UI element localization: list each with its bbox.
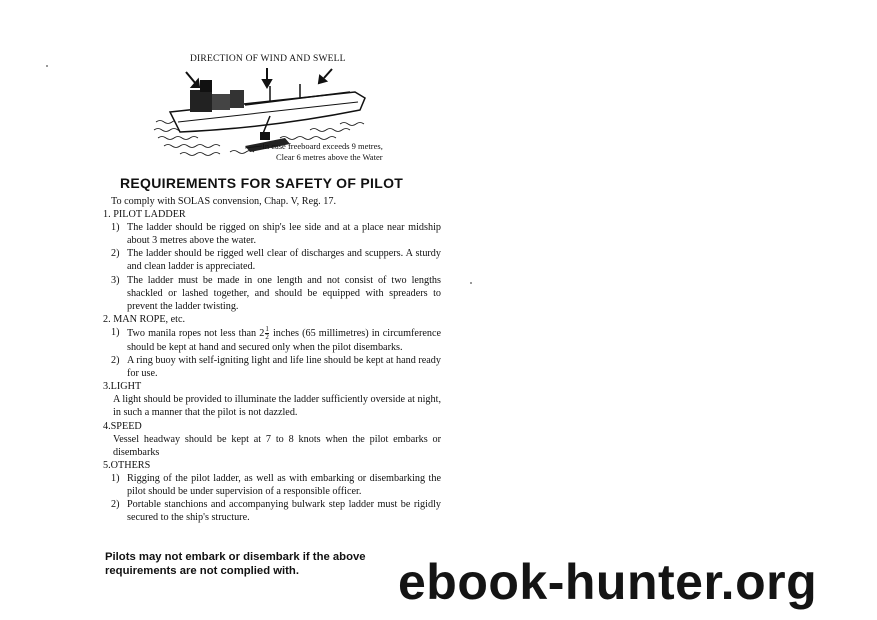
item-text: The ladder should be rigged on ship's lee side and at a place near midship about 3 metres above the water. <box>127 222 441 247</box>
section-heading: 5.OTHERS <box>103 459 151 471</box>
section-pilot-ladder <box>103 208 441 313</box>
footer-line1: Pilots may not embark or disembark if the above <box>105 551 366 563</box>
page-title: REQUIREMENTS FOR SAFETY OF PILOT <box>120 175 404 191</box>
section-heading: 1. PILOT LADDER <box>103 209 186 221</box>
item-text: Rigging of the pilot ladder, as well as with embarking or disembarking the pilot should be under supervision of a responsible officer. <box>127 472 441 497</box>
item-number: 1) <box>111 472 120 484</box>
scan-speck <box>46 65 48 67</box>
item-text <box>127 326 441 354</box>
fraction-denominator: 2 <box>265 332 269 341</box>
item-number: 1) <box>111 222 120 234</box>
item-number: 1) <box>111 326 120 338</box>
intro-text: To comply with SOLAS convension, Chap. V, Reg. 17. <box>111 196 337 207</box>
list-item <box>103 221 441 247</box>
list-item <box>103 354 441 380</box>
section-text: Vessel headway should be kept at 7 to 8 knots when the pilot embarks or disembarks <box>113 433 441 458</box>
item-text: The ladder should be rigged well clear of discharges and scuppers. A sturdy and clean ladder is appreciated. <box>127 248 441 273</box>
item-text: The ladder must be made in one length and not consist of two lengths shackled or lashed together, and should be equipped with spreaders to prevent the ladder twisting. <box>127 274 441 312</box>
item-number: 2) <box>111 248 120 260</box>
section-light <box>103 380 441 419</box>
item-number: 3) <box>111 274 120 286</box>
footer-line2: requirements are not complied with. <box>105 564 299 577</box>
section-others <box>103 459 441 524</box>
scan-speck <box>470 282 472 284</box>
requirements-body <box>103 195 441 524</box>
list-item <box>103 498 441 524</box>
freeboard-note-line2: Clear 6 metres above the Water <box>276 152 383 162</box>
section-man-rope <box>103 313 441 380</box>
list-item <box>103 326 441 354</box>
item-number: 2) <box>111 499 120 511</box>
fraction-numerator: 1 <box>265 324 269 333</box>
item-text-b: inches (65 millimetres) in circumference should be kept at hand and secured only when the pilot disembarks. <box>127 327 441 353</box>
section-heading: 3.LIGHT <box>103 381 142 393</box>
section-speed <box>103 420 441 459</box>
item-text: A ring buoy with self-igniting light and life line should be kept at hand ready for use. <box>127 355 441 380</box>
item-text: Portable stanchions and accompanying bulwark step ladder must be rigidly secured to the ship's structure. <box>127 499 441 524</box>
section-heading: 2. MAN ROPE, etc. <box>103 313 186 325</box>
freeboard-note-line1: In case freeboard exceeds 9 metres, <box>262 141 383 151</box>
fraction <box>265 326 269 341</box>
list-item <box>103 472 441 498</box>
item-number: 2) <box>111 355 120 367</box>
freeboard-note <box>262 141 383 163</box>
list-item <box>103 274 441 313</box>
section-text: A light should be provided to illuminate the ladder sufficiently overside at night, in such a manner that the pilot is not dazzled. <box>113 394 441 419</box>
section-heading: 4.SPEED <box>103 420 142 432</box>
list-item <box>103 247 441 273</box>
watermark: ebook-hunter.org <box>398 554 818 610</box>
wind-direction-caption: DIRECTION OF WIND AND SWELL <box>190 54 346 64</box>
item-text-a: Two manila ropes not less than 2 <box>127 327 265 339</box>
